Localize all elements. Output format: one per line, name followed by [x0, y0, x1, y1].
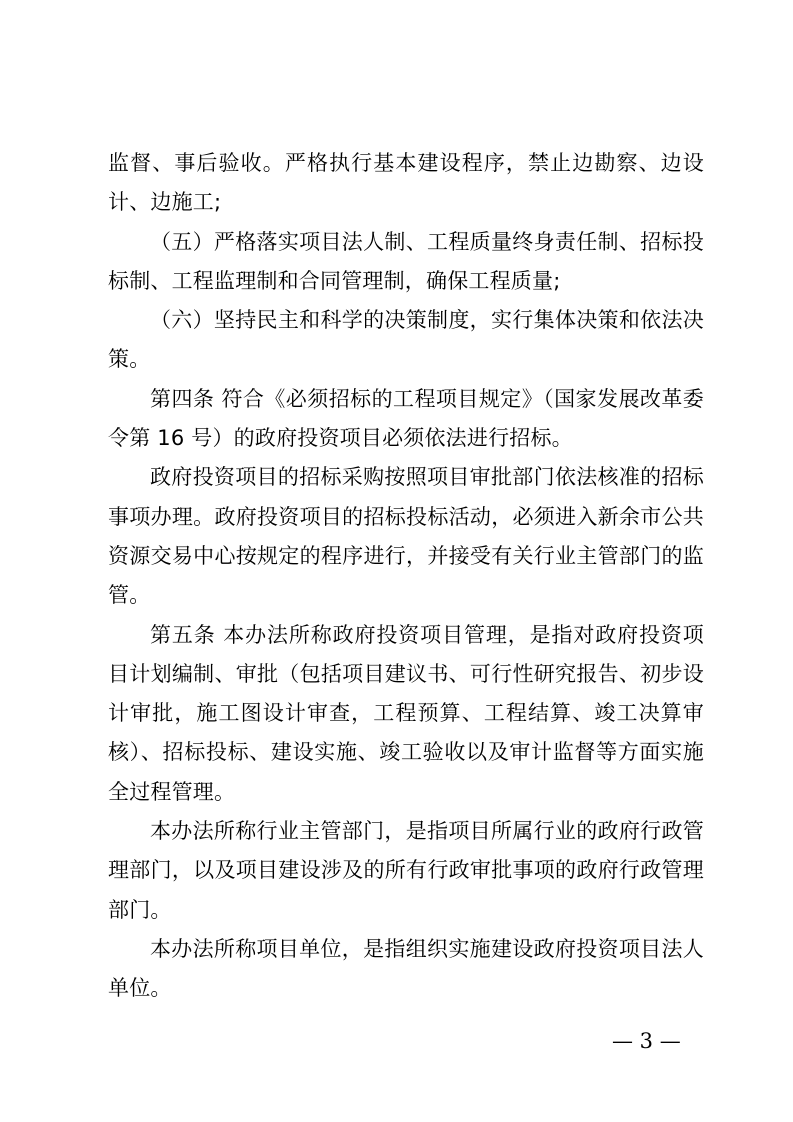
paragraph-8: 本办法所称项目单位，是指组织实施建设政府投资项目法人单位。 — [108, 936, 704, 1001]
body-text — [108, 144, 704, 1009]
paragraph-1: 监督、事后验收。严格执行基本建设程序，禁止边勘察、边设计、边施工; — [108, 151, 704, 215]
page-number: — 3 — — [612, 1029, 681, 1053]
paragraph-2: （五）严格落实项目法人制、工程质量终身责任制、招标投标制、工程监理制和合同管理制，确保工程质量; — [108, 229, 704, 293]
paragraph-7: 本办法所称行业主管部门，是指项目所属行业的政府行政管理部门，以及项目建设涉及的所有行政审批事项的政府行政管理部门。 — [108, 819, 704, 922]
paragraph-5: 政府投资项目的招标采购按照项目审批部门依法核准的招标事项办理。政府投资项目的招标投标活动，必须进入新余市公共资源交易中心按规定的程序进行，并接受有关行业主管部门的监管。 — [108, 465, 704, 608]
article-5-paragraph: 第五条 本办法所称政府投资项目管理，是指对政府投资项目计划编制、审批（包括项目建议书、可行性研究报告、初步设计审批，施工图设计审查，工程预算、工程结算、竣工决算审核）、招标投标、建设实施、竣工验收以及审计监督等方面实施全过程管理。 — [108, 622, 704, 804]
paragraph-3: （六）坚持民主和科学的决策制度，实行集体决策和依法决策。 — [108, 308, 704, 372]
article-4-paragraph: 第四条 符合《必须招标的工程项目规定》（国家发展改革委令第 16 号）的政府投资项目必须依法进行招标。 — [108, 386, 704, 451]
